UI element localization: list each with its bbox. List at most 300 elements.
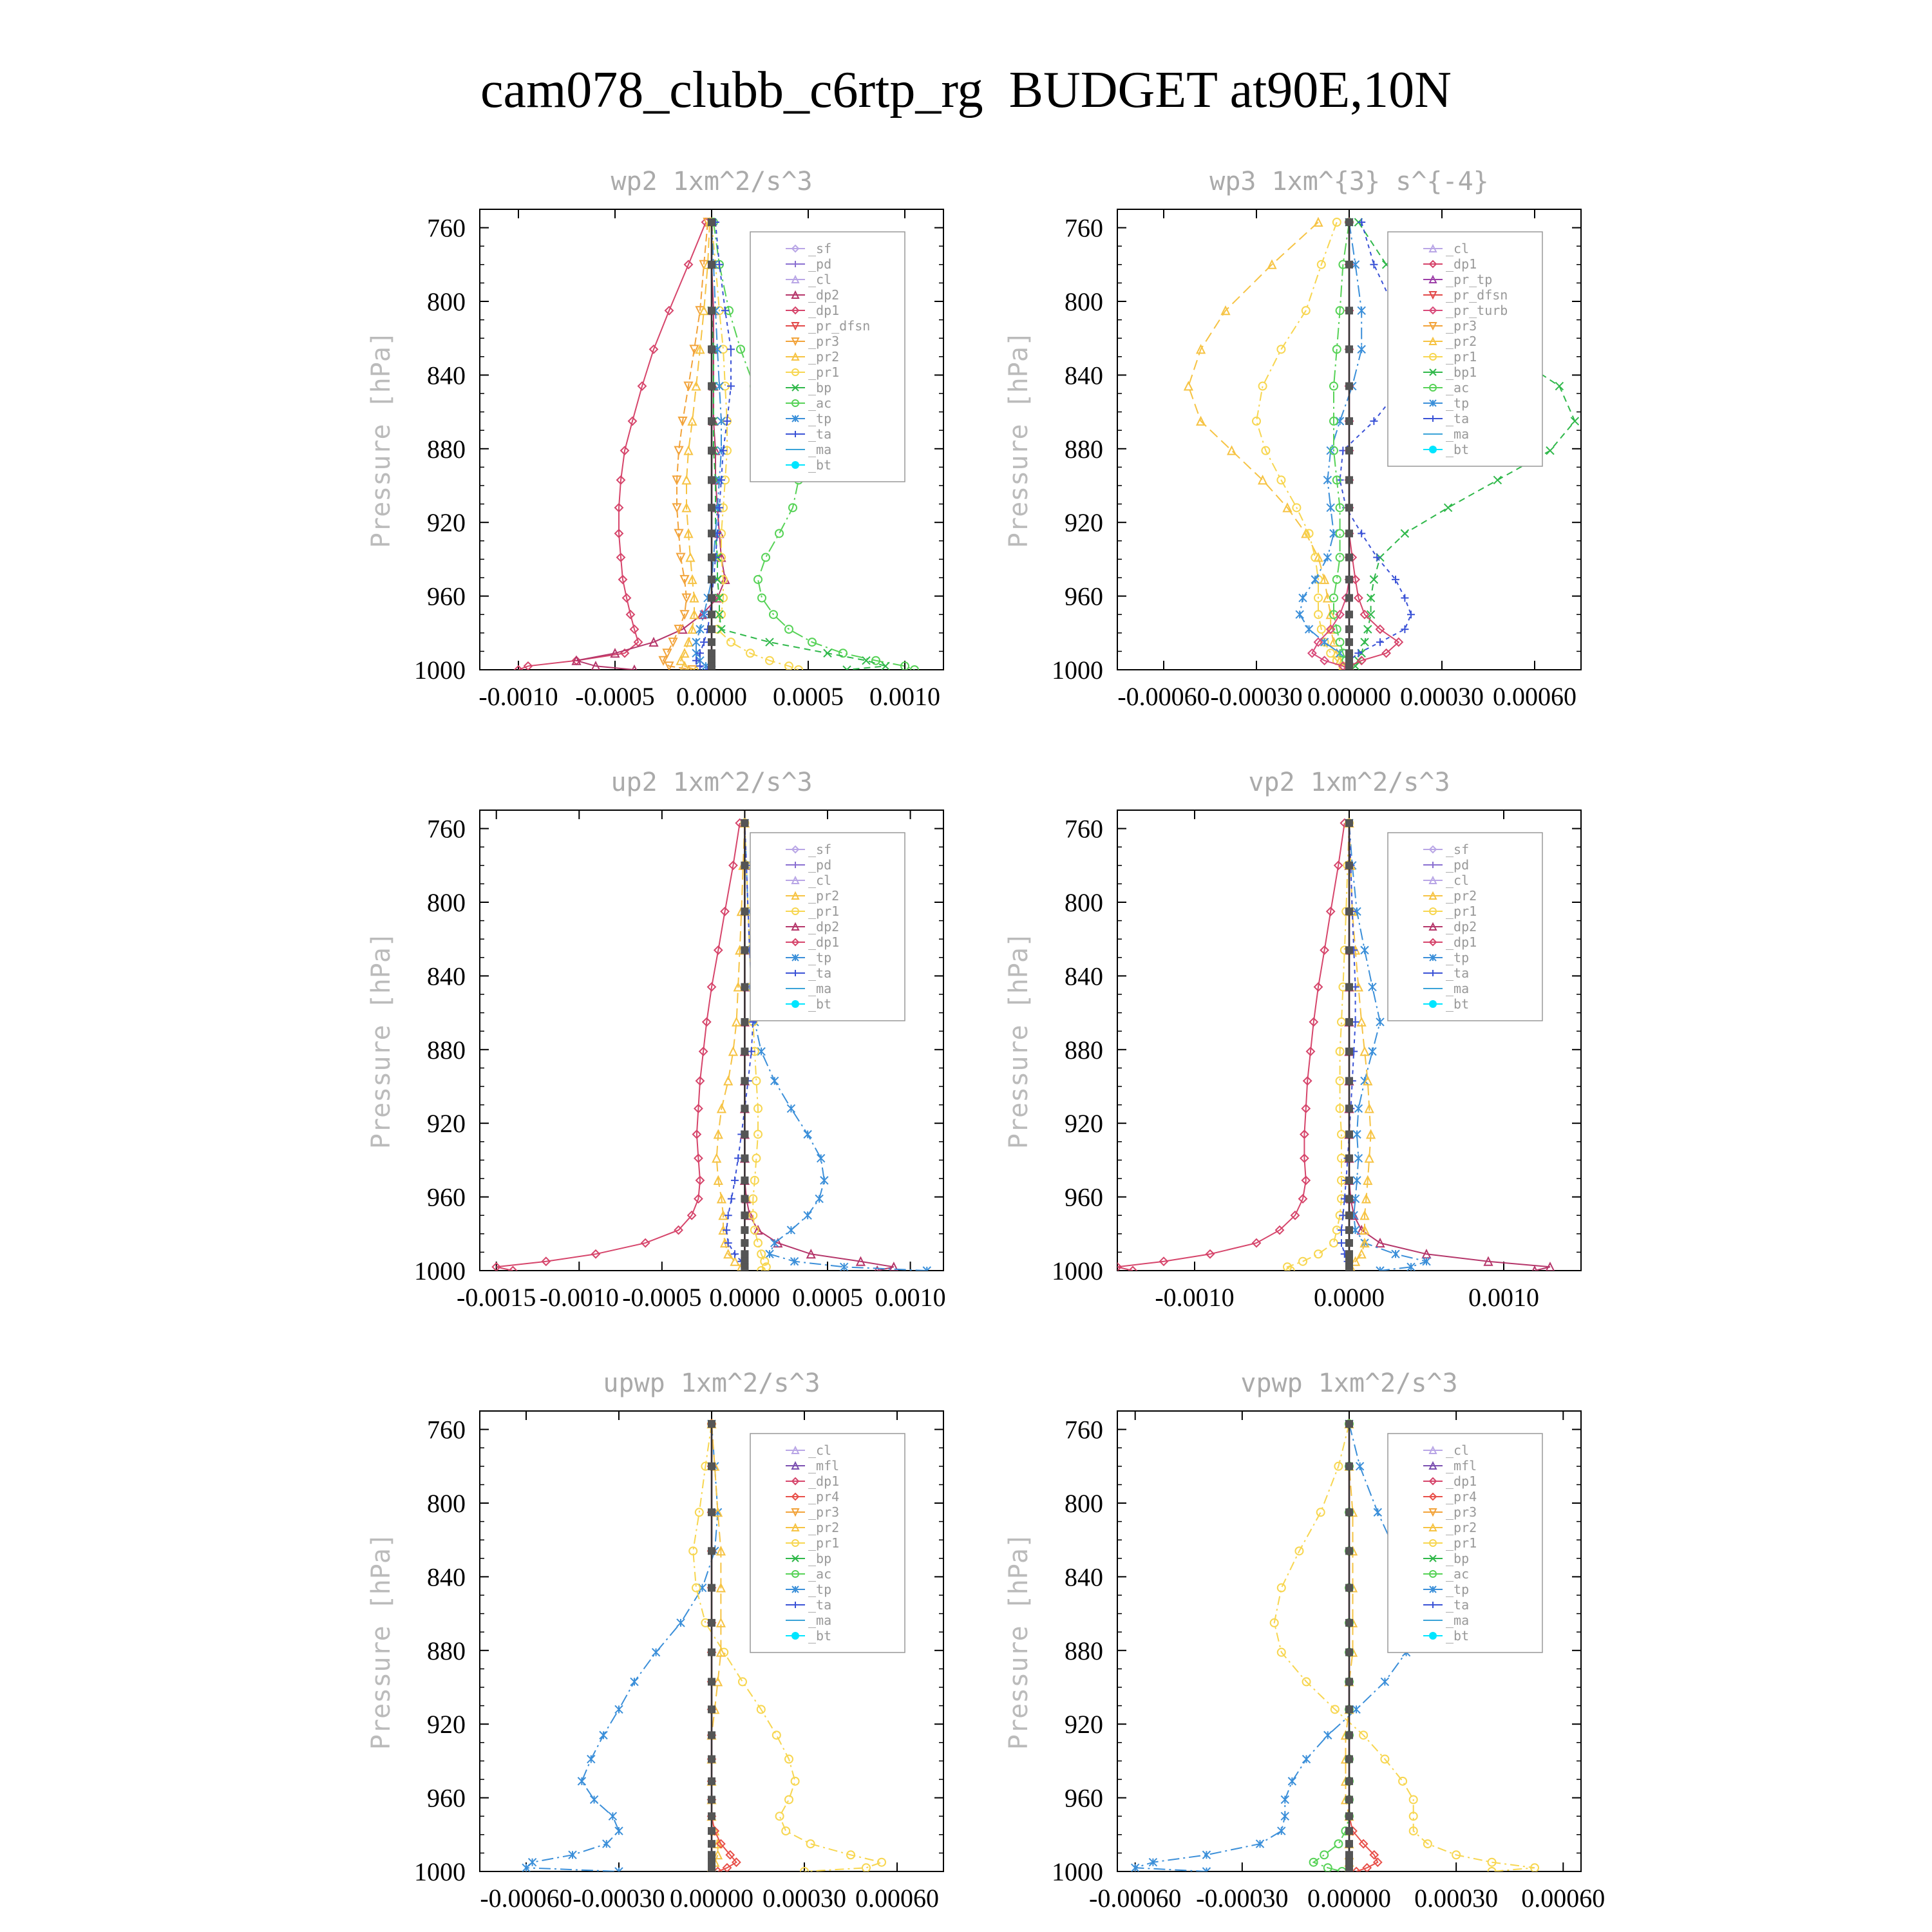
point-marker (1259, 383, 1267, 390)
point-marker (1361, 1048, 1368, 1056)
point-marker (708, 261, 715, 269)
point-marker (708, 1705, 715, 1713)
point-marker (728, 1195, 735, 1202)
legend-label: _dp1 (808, 934, 840, 950)
x-tick-label: -0.0010 (478, 682, 558, 711)
point-marker (785, 1795, 793, 1803)
point-marker (1345, 1177, 1353, 1184)
point-marker (1184, 383, 1192, 390)
point-marker (708, 625, 715, 633)
point-marker (700, 307, 708, 314)
point-marker (1345, 1731, 1353, 1739)
legend-label: _pd (1446, 857, 1470, 873)
point-marker (708, 417, 715, 425)
point-marker (708, 1547, 715, 1555)
panel-title: wp2 1xm^2/s^3 (611, 167, 813, 196)
point-marker (708, 529, 715, 537)
legend-label: _mfl (1446, 1458, 1477, 1473)
point-marker (708, 476, 715, 484)
series-line (1287, 823, 1349, 1271)
point-marker (1324, 1731, 1332, 1739)
point-marker (708, 1649, 715, 1656)
series-line (526, 1424, 718, 1871)
point-marker (1345, 1649, 1353, 1656)
point-marker (771, 1077, 779, 1084)
point-marker (1368, 983, 1376, 991)
x-tick-label: -0.00030 (1210, 682, 1303, 711)
point-marker (1353, 1130, 1361, 1138)
point-marker (1546, 447, 1554, 455)
legend-label: _ma (808, 981, 832, 996)
point-marker (677, 1619, 685, 1627)
point-marker (1345, 907, 1353, 915)
point-marker (708, 1777, 715, 1785)
point-marker (1401, 529, 1408, 537)
legend-label: _dp2 (808, 287, 840, 303)
point-marker (741, 1048, 748, 1056)
point-marker (700, 638, 708, 646)
point-marker (708, 1840, 715, 1848)
point-marker (724, 1211, 732, 1219)
legend-label: _bt (1446, 442, 1470, 457)
point-marker (1345, 1827, 1353, 1835)
point-marker (708, 666, 715, 674)
point-marker (741, 983, 748, 991)
point-marker (758, 594, 766, 601)
legend-label: _pr_dfsn (1446, 287, 1508, 303)
point-marker (815, 1195, 823, 1202)
legend-label: _pr3 (1446, 1504, 1477, 1520)
x-tick-label: 0.0010 (875, 1283, 946, 1312)
y-axis-label: Pressure [hPa] (1004, 931, 1034, 1150)
point-marker (1228, 447, 1236, 455)
point-marker (773, 1731, 781, 1739)
point-marker (791, 461, 799, 469)
panel-title: vp2 1xm^2/s^3 (1248, 768, 1450, 797)
y-tick-label: 1000 (1052, 1256, 1103, 1285)
x-tick-label: 0.0000 (1314, 1283, 1385, 1312)
point-marker (1429, 446, 1437, 453)
point-marker (1345, 1584, 1353, 1592)
legend-label: _sf (808, 842, 832, 857)
series-line (1188, 222, 1349, 670)
legend-label: _pd (808, 256, 832, 272)
series-line (712, 1424, 721, 1871)
legend-label: _dp2 (808, 919, 840, 934)
point-marker (787, 1226, 795, 1234)
legend-label: _cl (808, 1443, 832, 1458)
chart-panel (366, 167, 943, 711)
point-marker (1444, 504, 1452, 511)
x-tick-label: 0.00030 (762, 1884, 846, 1913)
point-marker (741, 862, 748, 869)
point-marker (1392, 1250, 1399, 1258)
legend-label: _tp (808, 1582, 832, 1597)
point-marker (1345, 862, 1353, 869)
legend-label: _ta (808, 965, 832, 981)
panel-title: vpwp 1xm^2/s^3 (1240, 1368, 1458, 1398)
point-marker (1345, 1130, 1353, 1138)
legend-label: _cl (1446, 241, 1470, 256)
x-tick-label: 0.00030 (1400, 682, 1484, 711)
point-marker (1345, 383, 1353, 390)
chart-panel (1004, 768, 1581, 1312)
point-marker (1336, 554, 1344, 562)
y-tick-label: 760 (1065, 213, 1103, 243)
point-marker (1345, 476, 1353, 484)
series-line (1334, 222, 1349, 670)
legend-label: _pr2 (1446, 888, 1477, 904)
legend-label: _pr_dfsn (808, 318, 871, 334)
point-marker (708, 1756, 715, 1763)
legend-label: _pr_tp (1446, 272, 1493, 287)
point-marker (708, 554, 715, 562)
point-marker (1345, 625, 1353, 633)
legend-label: _pr2 (808, 888, 840, 904)
series-line (1135, 1424, 1417, 1871)
point-marker (1345, 447, 1353, 455)
legend-label: _ta (808, 1597, 832, 1613)
y-tick-label: 840 (427, 961, 466, 991)
series-line (663, 222, 708, 670)
legend-label: _cl (808, 272, 832, 287)
point-marker (807, 1840, 815, 1848)
point-marker (708, 1584, 715, 1592)
point-marker (1296, 611, 1303, 618)
point-marker (708, 1463, 715, 1470)
y-tick-label: 960 (427, 1783, 466, 1813)
legend-label: _ma (1446, 981, 1470, 996)
point-marker (1336, 1077, 1344, 1084)
x-tick-label: 0.00060 (1521, 1884, 1605, 1913)
x-tick-label: -0.0015 (457, 1283, 536, 1312)
point-marker (791, 1000, 799, 1008)
legend-label: _cl (1446, 873, 1470, 888)
point-marker (713, 1155, 721, 1162)
legend-label: _pr_turb (1446, 303, 1508, 318)
point-marker (1399, 1777, 1406, 1785)
legend-label: _ta (1446, 965, 1470, 981)
legend-label: _pr1 (808, 904, 840, 919)
point-marker (1345, 1619, 1353, 1627)
point-marker (741, 1267, 748, 1274)
point-marker (1288, 1777, 1296, 1785)
x-tick-label: 0.0005 (792, 1283, 863, 1312)
point-marker (1345, 1077, 1353, 1084)
x-tick-label: 0.00030 (1414, 1884, 1499, 1913)
point-marker (1345, 1195, 1353, 1202)
point-marker (752, 1077, 760, 1084)
x-tick-label: -0.0005 (622, 1283, 702, 1312)
point-marker (663, 649, 671, 657)
point-marker (741, 1226, 748, 1234)
point-marker (1281, 1795, 1289, 1803)
series-line (1314, 1424, 1349, 1871)
y-tick-label: 960 (427, 1182, 466, 1212)
point-marker (652, 1649, 660, 1656)
point-marker (1345, 1239, 1353, 1247)
point-marker (741, 1104, 748, 1112)
point-marker (804, 1211, 811, 1219)
point-marker (692, 657, 700, 665)
point-marker (708, 638, 715, 646)
point-marker (1401, 625, 1408, 633)
point-marker (1358, 529, 1365, 537)
point-marker (741, 1195, 748, 1202)
y-tick-label: 800 (1065, 888, 1103, 917)
point-marker (1323, 554, 1331, 562)
point-marker (1374, 1508, 1381, 1516)
point-marker (630, 1678, 638, 1685)
point-marker (727, 345, 735, 353)
point-marker (739, 1678, 746, 1685)
legend-label: _tp (1446, 395, 1470, 411)
point-marker (1334, 1840, 1342, 1848)
legend-label: _bp (808, 1551, 832, 1566)
x-tick-label: -0.0005 (575, 682, 655, 711)
point-marker (820, 1177, 828, 1184)
point-marker (708, 1678, 715, 1685)
series-line (696, 222, 721, 670)
point-marker (741, 1155, 748, 1162)
point-marker (615, 1705, 623, 1713)
point-marker (1345, 1678, 1353, 1685)
legend-label: _sf (808, 241, 832, 256)
legend-label: _ma (808, 442, 832, 457)
point-marker (1345, 1211, 1353, 1219)
point-marker (1345, 649, 1353, 657)
point-marker (1345, 1795, 1353, 1803)
y-tick-label: 920 (1065, 1710, 1103, 1739)
point-marker (754, 1239, 762, 1247)
legend-label: _dp1 (808, 1473, 840, 1489)
y-tick-label: 1000 (414, 656, 466, 685)
legend-label: _pr2 (808, 1520, 840, 1535)
point-marker (741, 1239, 748, 1247)
point-marker (683, 476, 690, 484)
point-marker (1345, 1267, 1353, 1274)
series-line (1349, 1424, 1378, 1871)
legend-label: _pr1 (1446, 349, 1477, 365)
point-marker (1571, 417, 1578, 425)
legend-label: _pr2 (808, 349, 840, 365)
point-marker (791, 1632, 799, 1640)
y-axis-label: Pressure [hPa] (1004, 330, 1034, 549)
point-marker (708, 504, 715, 511)
point-marker (804, 1130, 811, 1138)
point-marker (1345, 345, 1353, 353)
point-marker (731, 1177, 739, 1184)
point-marker (1370, 576, 1378, 583)
point-marker (1299, 594, 1307, 601)
x-tick-label: -0.00060 (480, 1884, 573, 1913)
legend-label: _dp1 (1446, 256, 1477, 272)
y-tick-label: 840 (1065, 361, 1103, 390)
legend-label: _ac (1446, 1566, 1470, 1582)
point-marker (1354, 1155, 1362, 1162)
point-marker (708, 1868, 715, 1875)
point-marker (708, 576, 715, 583)
y-tick-label: 880 (1065, 434, 1103, 464)
series-line (726, 823, 753, 1271)
legend-label: _bp (1446, 1551, 1470, 1566)
point-marker (1370, 261, 1378, 269)
point-marker (708, 611, 715, 618)
y-tick-label: 880 (1065, 1035, 1103, 1065)
panel-title: wp3 1xm^{3} s^{-4} (1209, 167, 1489, 196)
point-marker (687, 554, 694, 562)
y-tick-label: 880 (427, 1035, 466, 1065)
point-marker (1345, 417, 1353, 425)
y-tick-label: 840 (1065, 1562, 1103, 1592)
point-marker (741, 1130, 748, 1138)
point-marker (1345, 594, 1353, 601)
y-tick-label: 1000 (414, 1256, 466, 1285)
point-marker (1320, 1851, 1328, 1859)
legend-label: _pr3 (808, 1504, 840, 1520)
x-tick-label: 0.00000 (1307, 682, 1391, 711)
y-tick-label: 840 (427, 1562, 466, 1592)
legend-label: _pr4 (808, 1489, 840, 1504)
x-tick-label: 0.00060 (855, 1884, 939, 1913)
legend-label: _ac (1446, 380, 1470, 395)
point-marker (1345, 1547, 1353, 1555)
legend-label: _pr3 (1446, 318, 1477, 334)
point-marker (1429, 1000, 1437, 1008)
point-marker (708, 1508, 715, 1516)
point-marker (1345, 1840, 1353, 1848)
point-marker (1336, 529, 1344, 537)
legend-label: _ta (808, 426, 832, 442)
point-marker (791, 1777, 799, 1785)
y-tick-label: 920 (427, 1710, 466, 1739)
point-marker (1202, 1851, 1210, 1859)
y-tick-label: 920 (427, 1109, 466, 1139)
point-marker (1338, 1130, 1345, 1138)
point-marker (1345, 1851, 1353, 1859)
y-axis-label: Pressure [hPa] (366, 1532, 396, 1750)
legend-label: _cl (1446, 1443, 1470, 1458)
y-tick-label: 920 (1065, 1109, 1103, 1139)
y-tick-label: 800 (1065, 1489, 1103, 1518)
y-tick-label: 760 (427, 1415, 466, 1444)
point-marker (615, 1827, 623, 1835)
point-marker (708, 345, 715, 353)
point-marker (708, 383, 715, 390)
point-marker (1361, 946, 1368, 954)
y-tick-label: 920 (427, 508, 466, 538)
point-marker (1345, 1705, 1353, 1713)
y-tick-label: 960 (1065, 1182, 1103, 1212)
x-tick-label: -0.00030 (573, 1884, 665, 1913)
point-marker (1327, 649, 1334, 657)
y-tick-label: 1000 (1052, 1857, 1103, 1886)
legend-label: _pr1 (808, 1535, 840, 1551)
point-marker (1407, 611, 1415, 618)
point-marker (1345, 666, 1353, 674)
point-marker (1354, 649, 1362, 657)
point-marker (719, 447, 727, 455)
point-marker (1353, 1177, 1361, 1184)
point-marker (1354, 1104, 1362, 1112)
point-marker (1278, 1827, 1285, 1835)
point-marker (603, 1840, 611, 1848)
legend-label: _tp (1446, 950, 1470, 965)
point-marker (766, 1250, 773, 1258)
point-marker (1345, 946, 1353, 954)
legend-label: _pr1 (1446, 904, 1477, 919)
legend-label: _ac (808, 1566, 832, 1582)
point-marker (708, 649, 715, 657)
legend-label: _tp (1446, 1582, 1470, 1597)
x-tick-label: -0.0010 (539, 1283, 619, 1312)
point-marker (754, 1130, 762, 1138)
point-marker (578, 1777, 585, 1785)
series-line (576, 222, 725, 670)
point-marker (1338, 1018, 1345, 1026)
series-line (1256, 222, 1349, 670)
point-marker (1345, 529, 1353, 537)
point-marker (1345, 554, 1353, 562)
x-tick-label: -0.00060 (1117, 682, 1210, 711)
point-marker (776, 1812, 784, 1820)
chart-panel (1004, 167, 1581, 711)
legend-label: _bt (1446, 1628, 1470, 1643)
point-marker (708, 1827, 715, 1835)
point-marker (1381, 1678, 1388, 1685)
y-tick-label: 960 (1065, 582, 1103, 611)
legend-label: _ma (1446, 426, 1470, 442)
point-marker (724, 1077, 732, 1084)
point-marker (787, 1104, 795, 1112)
y-axis-label: Pressure [hPa] (1004, 1532, 1034, 1750)
point-marker (741, 946, 748, 954)
legend-label: _pr2 (1446, 1520, 1477, 1535)
y-tick-label: 1000 (414, 1857, 466, 1886)
x-tick-label: 0.0010 (1468, 1283, 1539, 1312)
point-marker (741, 1018, 748, 1026)
point-marker (862, 1864, 870, 1871)
panel-title: up2 1xm^2/s^3 (611, 768, 813, 797)
chart-panel (1004, 1368, 1605, 1913)
point-marker (708, 1731, 715, 1739)
point-marker (1345, 1868, 1353, 1875)
point-marker (1345, 504, 1353, 511)
figure-title: cam078_clubb_c6rtp_rg BUDGET at90E,10N (480, 62, 1452, 118)
point-marker (1345, 1104, 1353, 1112)
point-marker (717, 625, 725, 633)
legend-label: _tp (808, 411, 832, 426)
legend-label: _ta (1446, 411, 1470, 426)
point-marker (1305, 625, 1313, 633)
point-marker (1345, 1018, 1353, 1026)
legend-label: _ma (1446, 1613, 1470, 1628)
point-marker (708, 594, 715, 601)
legend-label: _mfl (808, 1458, 840, 1473)
series-line (1300, 222, 1361, 670)
y-tick-label: 960 (427, 582, 466, 611)
legend-label: _bp1 (1446, 365, 1477, 380)
point-marker (741, 1250, 748, 1258)
x-tick-label: 0.0000 (709, 1283, 781, 1312)
point-marker (1317, 1508, 1325, 1516)
x-tick-label: 0.0005 (773, 682, 844, 711)
point-marker (600, 1731, 607, 1739)
point-marker (692, 638, 700, 646)
y-tick-label: 800 (427, 1489, 466, 1518)
series-line (712, 1424, 736, 1871)
legend-label: _pr4 (1446, 1489, 1477, 1504)
